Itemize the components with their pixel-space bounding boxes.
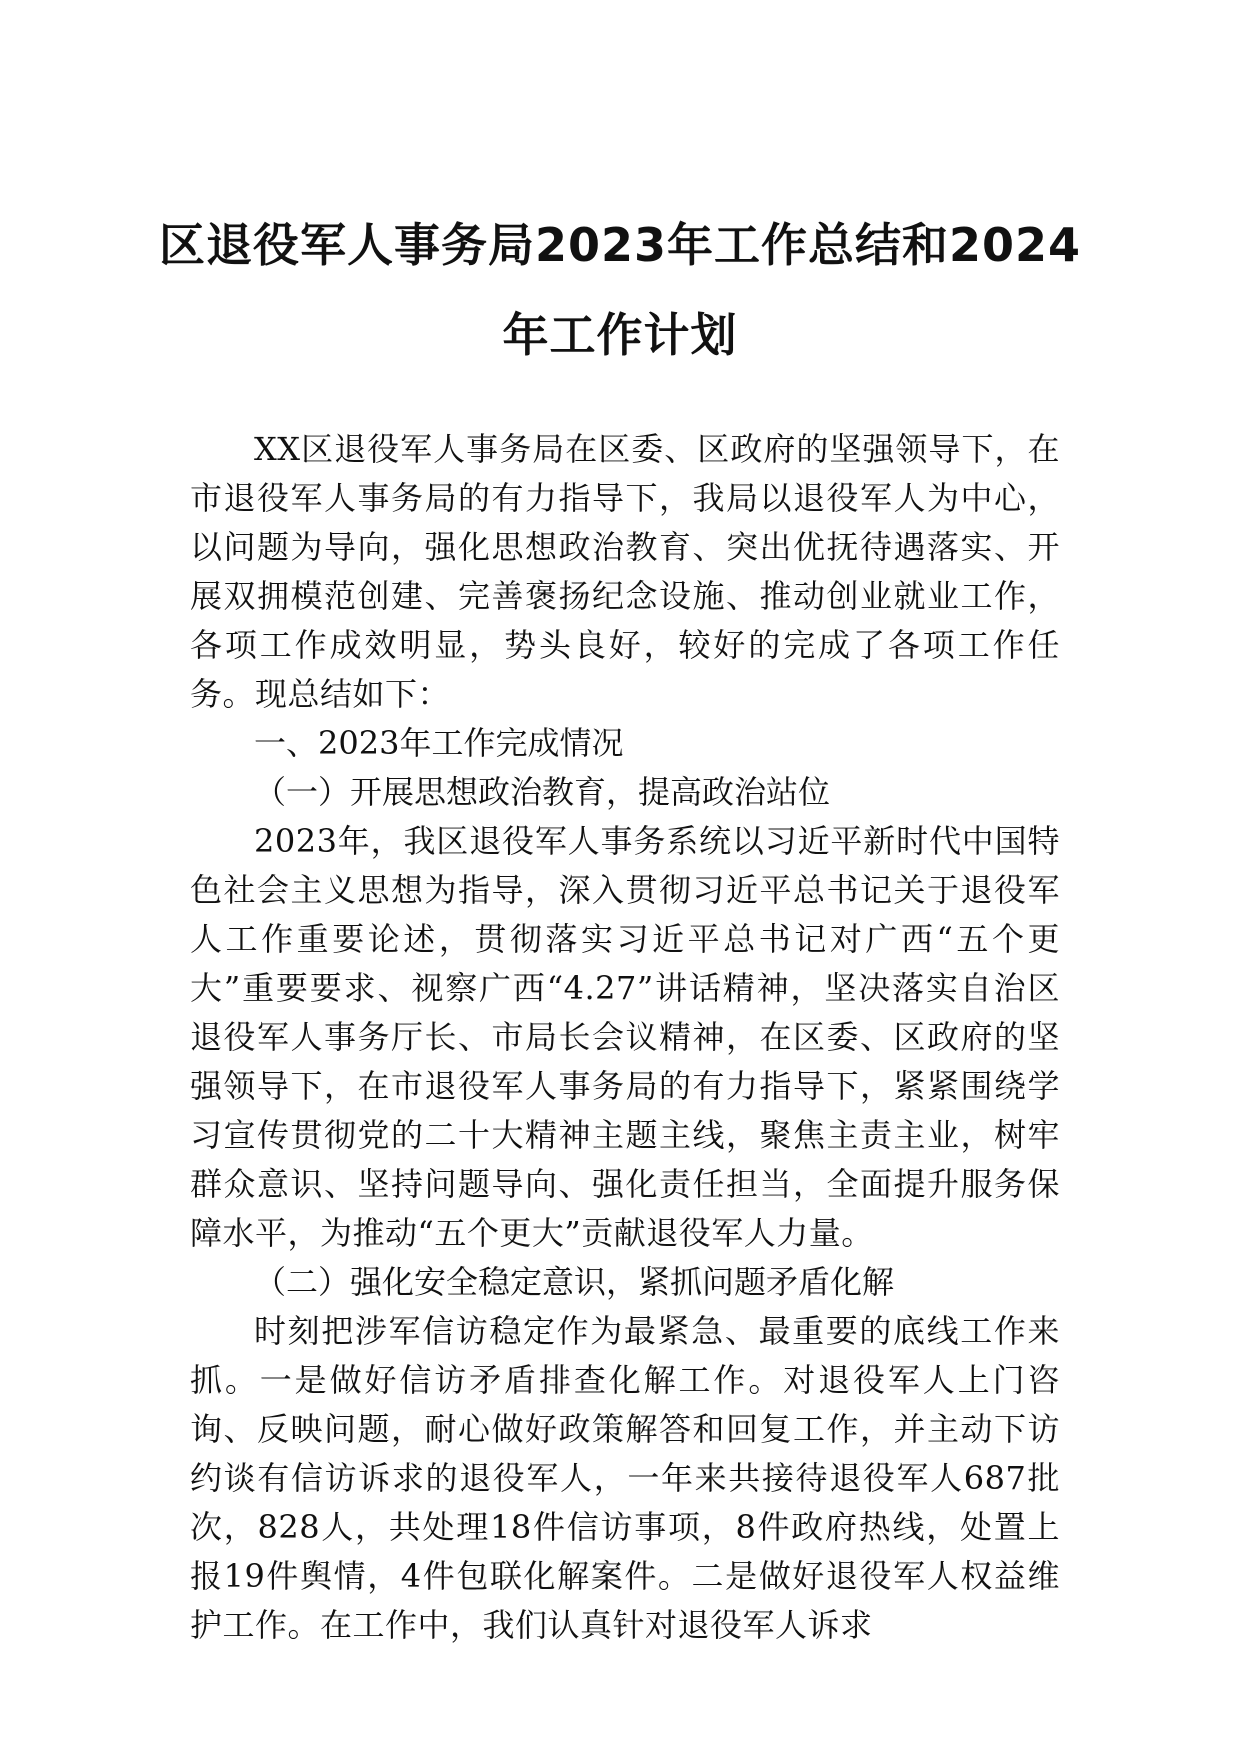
subsection-heading-1: （一）开展思想政治教育，提高政治站位 (254, 773, 831, 811)
document-title-line-2: 年工作计划 (502, 308, 738, 362)
document-title-line-1: 区退役军人事务局2023年工作总结和2024 (158, 218, 1082, 272)
document-body (190, 425, 1060, 1650)
body-paragraph-1: 2023年，我区退役军人事务系统以习近平新时代中国特色社会主义思想为指导，深入贯彻习近平总书记关于退役军人工作重要论述，贯彻落实习近平总书记对广西“五个更大”重要要求、视察广西“4.27”讲话精神，坚决落实自治区退役军人事务厅长、市局长会议精神，在区委、区政府的坚强领导下，在市退役军人事务局的有力指导下，紧紧围绕学习宣传贯彻党的二十大精神主题主线，聚焦主责主业，树牢群众意识、坚持问题导向、强化责任担当，全面提升服务保障水平，为推动“五个更大”贡献退役军人力量。 (190, 822, 1060, 1252)
subsection-heading-2: （二）强化安全稳定意识，紧抓问题矛盾化解 (254, 1263, 895, 1301)
section-heading-1: 一、2023年工作完成情况 (254, 724, 624, 762)
body-paragraph-2: 时刻把涉军信访稳定作为最紧急、最重要的底线工作来抓。一是做好信访矛盾排查化解工作。对退役军人上门咨询、反映问题，耐心做好政策解答和回复工作，并主动下访约谈有信访诉求的退役军人，一年来共接待退役军人687批次，828人，共处理18件信访事项，8件政府热线，处置上报19件舆情，4件包联化解案件。二是做好退役军人权益维护工作。在工作中，我们认真针对退役军人诉求 (190, 1312, 1060, 1644)
intro-paragraph: XX区退役军人事务局在区委、区政府的坚强领导下，在市退役军人事务局的有力指导下，我局以退役军人为中心，以问题为导向，强化思想政治教育、突出优抚待遇落实、开展双拥模范创建、完善褒扬纪念设施、推动创业就业工作，各项工作成效明显，势头良好，较好的完成了各项工作任务。现总结如下： (190, 430, 1060, 713)
